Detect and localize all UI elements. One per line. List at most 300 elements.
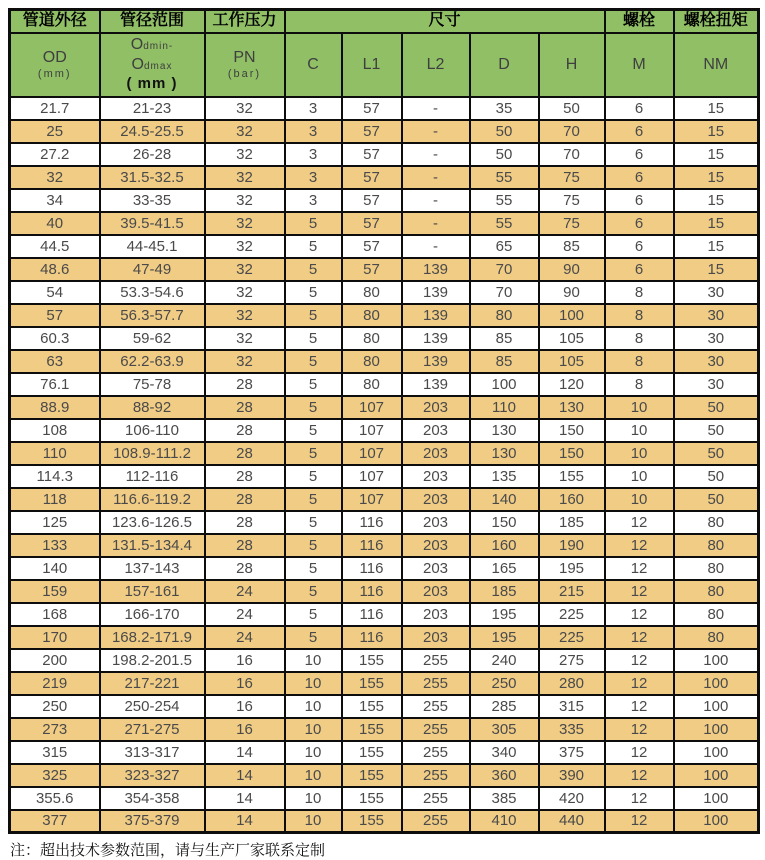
cell-range: 323-327 [100, 764, 205, 787]
cell-m: 12 [605, 741, 674, 764]
cell-m: 8 [605, 373, 674, 396]
cell-pn: 16 [205, 695, 285, 718]
table-row [10, 580, 759, 603]
cell-nm: 80 [674, 626, 759, 649]
cell-d: 65 [470, 235, 539, 258]
cell-od: 54 [10, 281, 100, 304]
cell-od: 325 [10, 764, 100, 787]
cell-nm: 50 [674, 419, 759, 442]
subheader-l1: L1 [342, 33, 402, 97]
cell-pn: 32 [205, 189, 285, 212]
cell-c: 3 [285, 120, 342, 143]
cell-pn: 32 [205, 350, 285, 373]
cell-l2: 203 [402, 603, 470, 626]
cell-c: 5 [285, 281, 342, 304]
cell-pn: 16 [205, 649, 285, 672]
pn-symbol: PN [233, 48, 256, 66]
cell-c: 5 [285, 465, 342, 488]
cell-l1: 155 [342, 787, 402, 810]
cell-m: 8 [605, 304, 674, 327]
cell-l2: 139 [402, 373, 470, 396]
cell-l1: 57 [342, 97, 402, 120]
cell-l1: 57 [342, 258, 402, 281]
cell-nm: 80 [674, 511, 759, 534]
cell-c: 3 [285, 166, 342, 189]
cell-pn: 32 [205, 212, 285, 235]
cell-od: 200 [10, 649, 100, 672]
cell-c: 10 [285, 810, 342, 833]
cell-nm: 30 [674, 350, 759, 373]
cell-h: 190 [539, 534, 605, 557]
pipe-coupling-spec-table [8, 8, 760, 834]
cell-pn: 32 [205, 304, 285, 327]
cell-l1: 80 [342, 373, 402, 396]
cell-l2: 139 [402, 281, 470, 304]
cell-d: 85 [470, 327, 539, 350]
cell-d: 130 [470, 419, 539, 442]
cell-l1: 116 [342, 580, 402, 603]
cell-pn: 32 [205, 166, 285, 189]
cell-l2: 203 [402, 580, 470, 603]
cell-pn: 32 [205, 120, 285, 143]
cell-h: 85 [539, 235, 605, 258]
subheader-d: D [470, 33, 539, 97]
cell-range: 123.6-126.5 [100, 511, 205, 534]
cell-pn: 24 [205, 580, 285, 603]
table-row [10, 419, 759, 442]
cell-range: 39.5-41.5 [100, 212, 205, 235]
cell-c: 3 [285, 143, 342, 166]
cell-h: 75 [539, 166, 605, 189]
cell-nm: 50 [674, 465, 759, 488]
cell-d: 130 [470, 442, 539, 465]
cell-nm: 80 [674, 603, 759, 626]
cell-m: 12 [605, 557, 674, 580]
cell-d: 55 [470, 212, 539, 235]
cell-l1: 57 [342, 235, 402, 258]
subheader-m: M [605, 33, 674, 97]
cell-od: 219 [10, 672, 100, 695]
cell-range: 53.3-54.6 [100, 281, 205, 304]
cell-h: 215 [539, 580, 605, 603]
cell-l2: - [402, 235, 470, 258]
cell-h: 75 [539, 212, 605, 235]
cell-pn: 14 [205, 787, 285, 810]
cell-od: 25 [10, 120, 100, 143]
cell-h: 120 [539, 373, 605, 396]
cell-l2: 203 [402, 442, 470, 465]
cell-m: 12 [605, 534, 674, 557]
table-row [10, 97, 759, 120]
cell-h: 155 [539, 465, 605, 488]
cell-nm: 15 [674, 212, 759, 235]
cell-l1: 107 [342, 419, 402, 442]
cell-d: 80 [470, 304, 539, 327]
cell-range: 47-49 [100, 258, 205, 281]
table-row [10, 718, 759, 741]
cell-h: 160 [539, 488, 605, 511]
cell-h: 100 [539, 304, 605, 327]
cell-m: 8 [605, 350, 674, 373]
range-odmax: Odmax [131, 56, 173, 74]
cell-m: 12 [605, 626, 674, 649]
cell-c: 5 [285, 603, 342, 626]
cell-od: 88.9 [10, 396, 100, 419]
cell-nm: 50 [674, 442, 759, 465]
cell-pn: 28 [205, 534, 285, 557]
pn-unit: (bar) [227, 67, 262, 80]
table-row [10, 373, 759, 396]
cell-od: 355.6 [10, 787, 100, 810]
cell-m: 12 [605, 718, 674, 741]
table-row [10, 166, 759, 189]
od-symbol: OD [42, 48, 67, 66]
table-row [10, 304, 759, 327]
cell-d: 305 [470, 718, 539, 741]
table-row [10, 603, 759, 626]
cell-l2: 255 [402, 787, 470, 810]
cell-l1: 107 [342, 442, 402, 465]
header-bolt: 螺栓 [605, 10, 674, 33]
cell-nm: 15 [674, 235, 759, 258]
cell-nm: 80 [674, 534, 759, 557]
table-row [10, 442, 759, 465]
table-body [10, 97, 759, 833]
cell-l2: 203 [402, 626, 470, 649]
cell-d: 410 [470, 810, 539, 833]
table-row [10, 764, 759, 787]
cell-m: 6 [605, 120, 674, 143]
cell-d: 100 [470, 373, 539, 396]
cell-l1: 80 [342, 304, 402, 327]
cell-l1: 107 [342, 465, 402, 488]
header-symbol-row [10, 33, 759, 97]
cell-m: 6 [605, 212, 674, 235]
cell-m: 10 [605, 396, 674, 419]
cell-od: 63 [10, 350, 100, 373]
cell-od: 57 [10, 304, 100, 327]
cell-pn: 28 [205, 396, 285, 419]
cell-range: 106-110 [100, 419, 205, 442]
table-row [10, 120, 759, 143]
table-row [10, 258, 759, 281]
cell-d: 50 [470, 120, 539, 143]
cell-od: 60.3 [10, 327, 100, 350]
header-working-pressure: 工作压力 [205, 10, 285, 33]
cell-m: 12 [605, 787, 674, 810]
cell-range: 33-35 [100, 189, 205, 212]
cell-od: 315 [10, 741, 100, 764]
cell-pn: 28 [205, 442, 285, 465]
cell-d: 70 [470, 281, 539, 304]
cell-h: 315 [539, 695, 605, 718]
cell-d: 165 [470, 557, 539, 580]
cell-d: 55 [470, 166, 539, 189]
cell-nm: 30 [674, 373, 759, 396]
cell-c: 5 [285, 327, 342, 350]
cell-m: 12 [605, 511, 674, 534]
cell-d: 195 [470, 626, 539, 649]
cell-range: 166-170 [100, 603, 205, 626]
cell-m: 6 [605, 189, 674, 212]
cell-range: 250-254 [100, 695, 205, 718]
cell-pn: 32 [205, 281, 285, 304]
cell-d: 240 [470, 649, 539, 672]
table-header [10, 10, 759, 97]
cell-d: 140 [470, 488, 539, 511]
cell-h: 70 [539, 143, 605, 166]
table-row [10, 810, 759, 833]
cell-l2: 139 [402, 258, 470, 281]
table-row [10, 511, 759, 534]
cell-nm: 15 [674, 189, 759, 212]
cell-od: 250 [10, 695, 100, 718]
cell-range: 26-28 [100, 143, 205, 166]
cell-nm: 80 [674, 580, 759, 603]
cell-m: 12 [605, 695, 674, 718]
table-row [10, 189, 759, 212]
cell-m: 8 [605, 281, 674, 304]
cell-pn: 16 [205, 672, 285, 695]
cell-l2: 255 [402, 649, 470, 672]
cell-l2: 139 [402, 304, 470, 327]
cell-m: 12 [605, 649, 674, 672]
cell-l2: - [402, 120, 470, 143]
cell-l1: 116 [342, 557, 402, 580]
table-row [10, 649, 759, 672]
cell-l1: 107 [342, 396, 402, 419]
cell-h: 105 [539, 327, 605, 350]
cell-m: 12 [605, 672, 674, 695]
subheader-l2: L2 [402, 33, 470, 97]
cell-range: 137-143 [100, 557, 205, 580]
cell-od: 76.1 [10, 373, 100, 396]
cell-pn: 14 [205, 810, 285, 833]
cell-pn: 16 [205, 718, 285, 741]
cell-h: 335 [539, 718, 605, 741]
cell-range: 217-221 [100, 672, 205, 695]
subheader-c: C [285, 33, 342, 97]
cell-l2: 203 [402, 419, 470, 442]
cell-h: 50 [539, 97, 605, 120]
cell-od: 273 [10, 718, 100, 741]
cell-l2: 203 [402, 534, 470, 557]
cell-h: 195 [539, 557, 605, 580]
cell-l1: 107 [342, 488, 402, 511]
cell-m: 10 [605, 488, 674, 511]
cell-m: 10 [605, 465, 674, 488]
cell-range: 375-379 [100, 810, 205, 833]
cell-h: 420 [539, 787, 605, 810]
cell-l1: 116 [342, 511, 402, 534]
cell-nm: 30 [674, 327, 759, 350]
cell-od: 34 [10, 189, 100, 212]
cell-l2: 255 [402, 672, 470, 695]
cell-m: 6 [605, 258, 674, 281]
cell-c: 10 [285, 718, 342, 741]
cell-c: 10 [285, 764, 342, 787]
cell-nm: 100 [674, 672, 759, 695]
table-row [10, 281, 759, 304]
table-row [10, 143, 759, 166]
cell-h: 90 [539, 281, 605, 304]
cell-nm: 30 [674, 281, 759, 304]
cell-l2: 139 [402, 350, 470, 373]
table-row [10, 741, 759, 764]
cell-c: 5 [285, 534, 342, 557]
cell-l2: 255 [402, 695, 470, 718]
cell-l1: 57 [342, 212, 402, 235]
cell-l1: 57 [342, 166, 402, 189]
cell-d: 85 [470, 350, 539, 373]
cell-c: 5 [285, 580, 342, 603]
cell-h: 280 [539, 672, 605, 695]
cell-d: 250 [470, 672, 539, 695]
cell-d: 285 [470, 695, 539, 718]
cell-nm: 100 [674, 810, 759, 833]
cell-l1: 57 [342, 143, 402, 166]
table-row [10, 557, 759, 580]
cell-pn: 24 [205, 603, 285, 626]
table-row [10, 534, 759, 557]
cell-nm: 100 [674, 787, 759, 810]
cell-pn: 28 [205, 419, 285, 442]
table-row [10, 235, 759, 258]
cell-m: 12 [605, 603, 674, 626]
cell-od: 168 [10, 603, 100, 626]
cell-range: 116.6-119.2 [100, 488, 205, 511]
cell-nm: 100 [674, 649, 759, 672]
cell-range: 313-317 [100, 741, 205, 764]
cell-m: 12 [605, 764, 674, 787]
cell-l1: 116 [342, 626, 402, 649]
cell-range: 75-78 [100, 373, 205, 396]
cell-od: 114.3 [10, 465, 100, 488]
cell-c: 5 [285, 442, 342, 465]
cell-pn: 28 [205, 465, 285, 488]
cell-nm: 80 [674, 557, 759, 580]
cell-h: 225 [539, 603, 605, 626]
cell-d: 50 [470, 143, 539, 166]
cell-od: 27.2 [10, 143, 100, 166]
cell-od: 159 [10, 580, 100, 603]
cell-l1: 80 [342, 350, 402, 373]
cell-range: 131.5-134.4 [100, 534, 205, 557]
table-row [10, 465, 759, 488]
cell-h: 70 [539, 120, 605, 143]
cell-l1: 155 [342, 764, 402, 787]
cell-od: 21.7 [10, 97, 100, 120]
cell-l2: - [402, 166, 470, 189]
cell-h: 75 [539, 189, 605, 212]
cell-pn: 24 [205, 626, 285, 649]
header-bolt-torque: 螺栓扭矩 [674, 10, 759, 33]
cell-c: 10 [285, 695, 342, 718]
subheader-nm: NM [674, 33, 759, 97]
cell-range: 31.5-32.5 [100, 166, 205, 189]
cell-m: 6 [605, 166, 674, 189]
cell-nm: 100 [674, 764, 759, 787]
table-row [10, 350, 759, 373]
cell-l2: 203 [402, 396, 470, 419]
header-pipe-od: 管道外径 [10, 10, 100, 33]
cell-l1: 116 [342, 534, 402, 557]
cell-l2: 255 [402, 741, 470, 764]
cell-range: 354-358 [100, 787, 205, 810]
cell-d: 70 [470, 258, 539, 281]
cell-od: 140 [10, 557, 100, 580]
cell-pn: 28 [205, 373, 285, 396]
cell-m: 6 [605, 235, 674, 258]
cell-pn: 14 [205, 741, 285, 764]
cell-pn: 32 [205, 97, 285, 120]
cell-od: 377 [10, 810, 100, 833]
cell-m: 12 [605, 810, 674, 833]
cell-nm: 15 [674, 97, 759, 120]
cell-nm: 100 [674, 695, 759, 718]
cell-nm: 100 [674, 718, 759, 741]
cell-l1: 57 [342, 189, 402, 212]
cell-m: 10 [605, 419, 674, 442]
cell-l1: 155 [342, 810, 402, 833]
cell-h: 375 [539, 741, 605, 764]
cell-h: 150 [539, 419, 605, 442]
cell-c: 3 [285, 97, 342, 120]
cell-range: 157-161 [100, 580, 205, 603]
header-pipe-range: 管径范围 [100, 10, 205, 33]
cell-nm: 15 [674, 143, 759, 166]
cell-nm: 50 [674, 488, 759, 511]
cell-c: 10 [285, 672, 342, 695]
cell-m: 12 [605, 580, 674, 603]
cell-c: 3 [285, 189, 342, 212]
table-row [10, 488, 759, 511]
cell-range: 59-62 [100, 327, 205, 350]
cell-c: 5 [285, 419, 342, 442]
cell-l2: - [402, 97, 470, 120]
cell-range: 271-275 [100, 718, 205, 741]
cell-l1: 155 [342, 672, 402, 695]
cell-range: 62.2-63.9 [100, 350, 205, 373]
cell-h: 440 [539, 810, 605, 833]
cell-nm: 30 [674, 304, 759, 327]
cell-od: 110 [10, 442, 100, 465]
cell-c: 5 [285, 557, 342, 580]
table-row [10, 695, 759, 718]
cell-od: 170 [10, 626, 100, 649]
cell-pn: 14 [205, 764, 285, 787]
cell-h: 275 [539, 649, 605, 672]
cell-range: 44-45.1 [100, 235, 205, 258]
cell-l1: 57 [342, 120, 402, 143]
cell-m: 10 [605, 442, 674, 465]
cell-range: 24.5-25.5 [100, 120, 205, 143]
cell-c: 10 [285, 741, 342, 764]
cell-l1: 80 [342, 327, 402, 350]
cell-l2: - [402, 212, 470, 235]
cell-d: 185 [470, 580, 539, 603]
cell-d: 110 [470, 396, 539, 419]
cell-l1: 116 [342, 603, 402, 626]
cell-c: 10 [285, 649, 342, 672]
cell-l2: 255 [402, 764, 470, 787]
cell-d: 135 [470, 465, 539, 488]
cell-l2: 203 [402, 557, 470, 580]
cell-nm: 15 [674, 166, 759, 189]
cell-pn: 32 [205, 143, 285, 166]
table-row [10, 396, 759, 419]
range-unit: ( mm ) [126, 75, 178, 93]
